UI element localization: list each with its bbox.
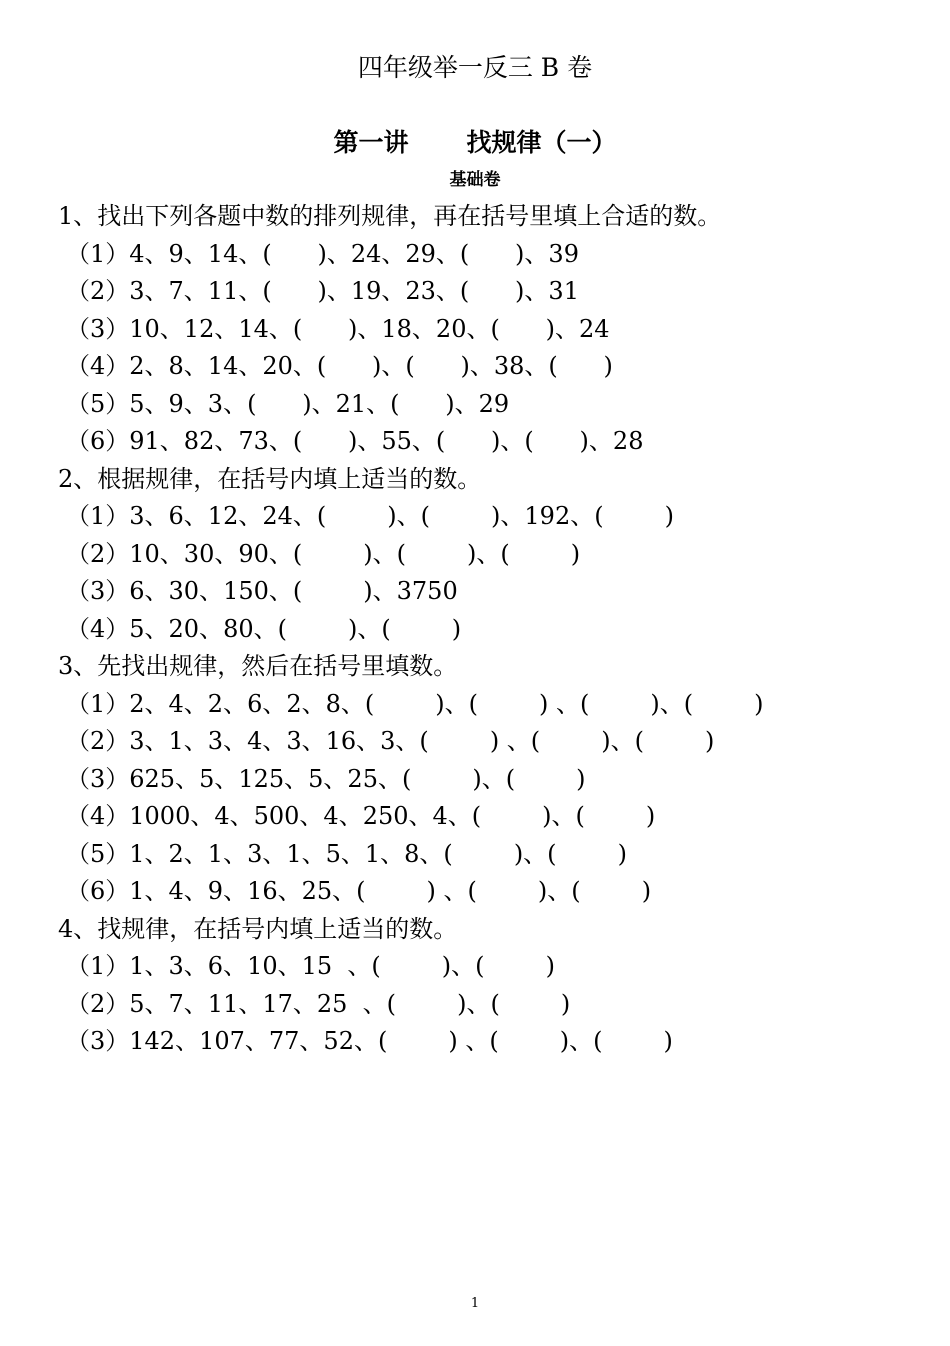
- question-1-item-4: （4）2、8、14、20、( )、( )、38、( ): [66, 352, 613, 380]
- question-3-item-2: （2）3、1、3、4、3、16、3、( ) 、( )、( ): [66, 727, 715, 755]
- question-2-item-4: （4）5、20、80、( )、( ): [66, 614, 462, 643]
- question-3-item-4: （4）1000、4、500、4、250、4、( )、( ): [66, 802, 656, 830]
- question-4-item-3: （3）142、107、77、52、( ) 、( )、( ): [66, 1027, 673, 1055]
- lecture-number: 第一讲: [333, 128, 409, 157]
- question-1-item-5: （5）5、9、3、( )、21、( )、29: [66, 389, 510, 418]
- question-3-item-3: （3）625、5、125、5、25、( )、( ): [66, 764, 586, 793]
- question-2-prompt: 2、根据规律，在括号内填上适当的数。: [58, 464, 482, 493]
- question-2-item-3: （3）6、30、150、( )、3750: [66, 577, 458, 605]
- question-1-item-3: （3）10、12、14、( )、18、20、( )、24: [66, 314, 610, 343]
- question-3-item-1: （1）2、4、2、6、2、8、( )、( ) 、( )、( ): [66, 689, 764, 718]
- question-1-item-2: （2）3、7、11、( )、19、23、( )、31: [66, 277, 579, 305]
- lecture-title: [0, 124, 950, 162]
- question-3-prompt: 3、先找出规律，然后在括号里填数。: [58, 652, 458, 680]
- page-number: 1: [470, 1296, 480, 1311]
- question-3-item-6: （6）1、4、9、16、25、( ) 、( )、( ): [66, 877, 652, 905]
- question-2-item-2: （2）10、30、90、( )、( )、( ): [66, 539, 581, 568]
- question-4-item-2: （2）5、7、11、17、25 、( )、( ): [66, 989, 571, 1018]
- question-4-item-1: （1）1、3、6、10、15 、( )、( ): [66, 952, 555, 980]
- question-1-item-6: （6）91、82、73、( )、55、( )、( )、28: [66, 427, 644, 455]
- worksheet-body: [58, 198, 938, 1061]
- lecture-topic: 找规律（一）: [466, 128, 617, 157]
- question-2-item-1: （1）3、6、12、24、( )、( )、192、( ): [66, 502, 674, 530]
- page-title: 四年级举一反三 B 卷: [357, 53, 593, 82]
- question-1-prompt: 1、找出下列各题中数的排列规律，再在括号里填上合适的数。: [58, 202, 722, 230]
- section-subtitle: 基础卷: [449, 170, 501, 190]
- question-1-item-1: （1）4、9、14、( )、24、29、( )、39: [66, 239, 579, 268]
- question-3-item-5: （5）1、2、1、3、1、5、1、8、( )、( ): [66, 839, 627, 868]
- question-4-prompt: 4、找规律，在括号内填上适当的数。: [58, 914, 458, 943]
